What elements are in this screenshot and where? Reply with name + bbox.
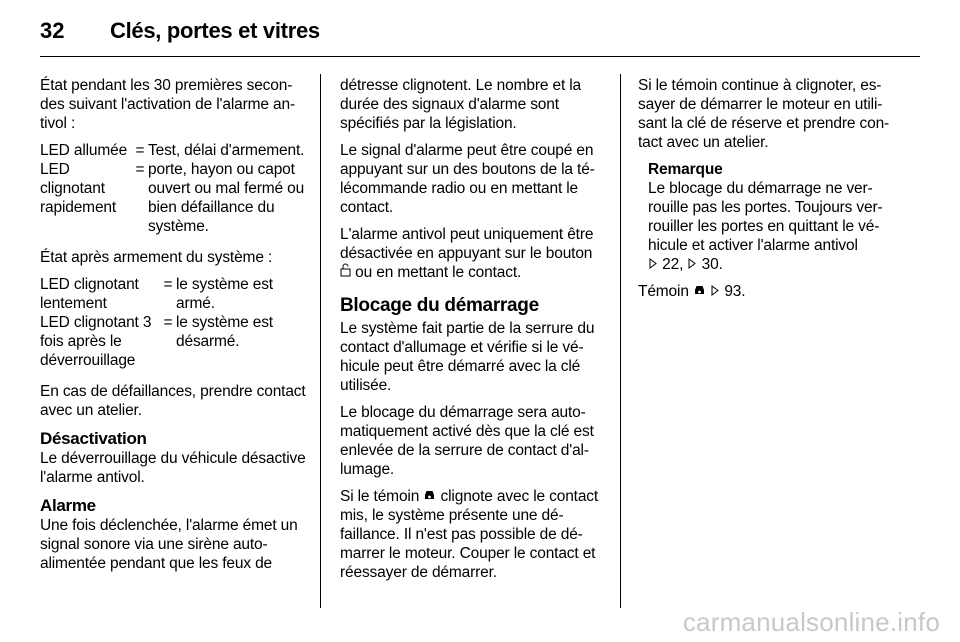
header-divider [40,56,920,57]
state-list-armed [40,275,306,370]
column-divider [320,74,321,608]
state-term: LED clignotant rapidement [40,161,117,216]
ref-arrow-icon [648,255,658,274]
column-divider [620,74,621,608]
immobilizer-icon [693,282,706,301]
page-header [40,18,920,58]
column-2 [340,76,606,590]
after-arm-text: État après armement du système : [40,249,273,266]
temoin-reference: Témoin 93. [638,283,746,300]
spare-key-text: Si le témoin continue à clignoter, essayer de démarrer le moteur en utilisant la clé de réserve et prendre contact avec un atelier. [638,77,890,151]
watermark: carmanualsonline.info [682,607,940,637]
state-desc: porte, hayon ou capot ouvert ou mal fermé ou bien défaillance du système. [148,161,305,235]
note-box [648,160,904,274]
page-number: 32 [40,18,65,43]
state-term: LED allumée [40,142,128,159]
deactivation-heading: Désactivation [40,429,147,448]
alarm-duration-text: détresse clignotent. Le nombre et la durée des signaux d'alarme sont spécifiés par la législation. [340,77,582,132]
unlock-icon [340,263,351,282]
state-row [40,141,306,160]
alarm-heading: Alarme [40,496,96,515]
note-title: Remarque [648,161,723,178]
intro-text: État pendant les 30 premières secondes suivant l'activation de l'alarme antivol : [40,77,296,132]
state-equals: = [135,161,145,178]
ref-arrow-icon [687,255,697,274]
state-row [40,275,306,313]
column-1 [40,76,306,581]
state-equals: = [135,142,145,159]
failure-text: En cas de défaillances, prendre contact avec un atelier. [40,383,306,419]
state-desc: Test, délai d'armement. [148,142,305,159]
state-equals: = [163,314,173,331]
state-desc: le système est désarmé. [176,314,273,350]
state-row [40,160,306,236]
state-term: LED clignotant 3 fois après le déverrouillage [40,314,152,369]
alarm-deactivate-text: L'alarme antivol peut uniquement être désactivée en appuyant sur le bouton ou en mettant le contact. [340,226,594,281]
page-title: Clés, portes et vitres [110,18,320,43]
column-3 [638,76,904,309]
ref-arrow-icon [710,282,720,301]
immobilizer-icon [423,487,436,506]
immobilizer-text-2: Le blocage du démarrage sera automatiquement activé dès que la clé est enlevée de la serrure de contact d'allumage. [340,404,594,478]
alarm-cut-text: Le signal d'alarme peut être coupé en appuyant sur un des boutons de la télécommande radio ou en mettant le contact. [340,142,595,216]
note-text: Le blocage du démarrage ne verrouille pas les portes. Toujours verrouiller les portes en quittant le véhicule et activer l'alarme antivol 22, 30. [648,180,883,273]
state-row [40,313,306,370]
alarm-text: Une fois déclenchée, l'alarme émet un signal sonore via une sirène autoalimentée pendant que les feux de [40,517,298,572]
immobilizer-text-1: Le système fait partie de la serrure du contact d'allumage et vérifie si le véhicule peut être démarré avec la clé utilisée. [340,320,595,394]
immobilizer-heading: Blocage du démarrage [340,295,539,316]
deactivation-text: Le déverrouillage du véhicule désactive l'alarme antivol. [40,450,306,486]
state-desc: le système est armé. [176,276,273,312]
state-term: LED clignotant lentement [40,276,139,312]
immobilizer-text-3: Si le témoin clignote avec le contact mis, le système présente une défaillance. Il n'est pas possible de démarrer le moteur. Couper le contact et réessayer de démarrer. [340,488,599,581]
state-list-initial [40,141,306,236]
state-equals: = [163,276,173,293]
